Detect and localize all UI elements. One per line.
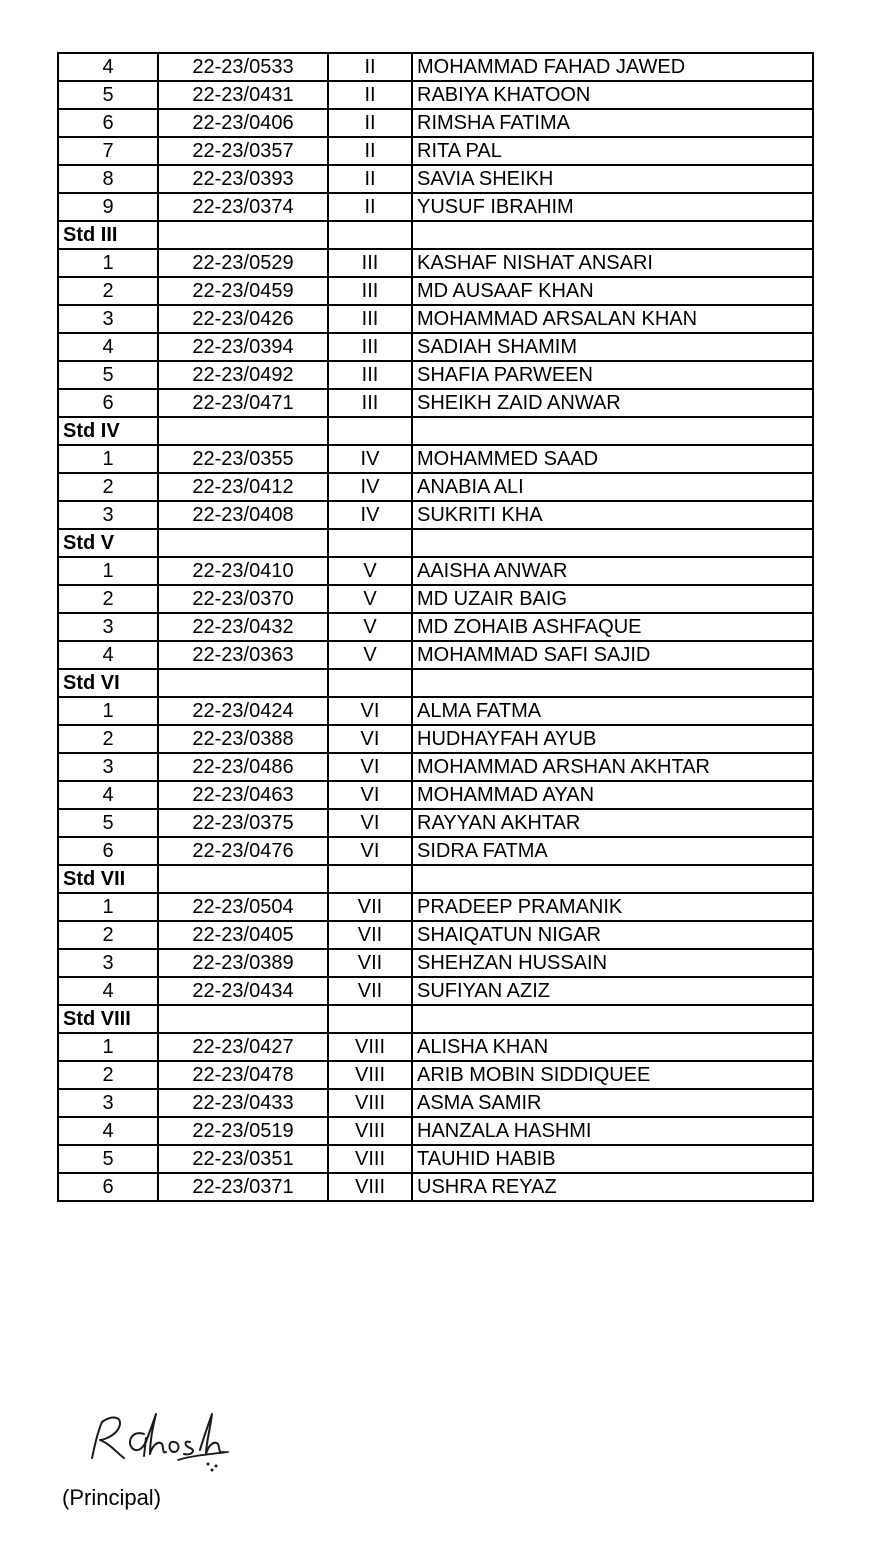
- serial-number-cell: 5: [58, 1145, 158, 1173]
- admission-number-cell: 22-23/0355: [158, 445, 328, 473]
- serial-number-cell: 3: [58, 613, 158, 641]
- student-name-cell: HANZALA HASHMI: [412, 1117, 813, 1145]
- student-name-cell: ALISHA KHAN: [412, 1033, 813, 1061]
- student-name-cell: ASMA SAMIR: [412, 1089, 813, 1117]
- standard-cell: II: [328, 81, 412, 109]
- student-name-cell: RIMSHA FATIMA: [412, 109, 813, 137]
- table-row: [58, 361, 813, 389]
- admission-number-cell: 22-23/0529: [158, 249, 328, 277]
- serial-number-cell: 1: [58, 557, 158, 585]
- table-row: [58, 137, 813, 165]
- standard-cell: III: [328, 389, 412, 417]
- empty-cell: [158, 529, 328, 557]
- group-heading: Std VIII: [58, 1005, 158, 1033]
- student-name-cell: MOHAMMED SAAD: [412, 445, 813, 473]
- standard-cell: III: [328, 333, 412, 361]
- group-heading: Std VII: [58, 865, 158, 893]
- admission-number-cell: 22-23/0405: [158, 921, 328, 949]
- admission-number-cell: 22-23/0533: [158, 53, 328, 81]
- serial-number-cell: 1: [58, 697, 158, 725]
- admission-number-cell: 22-23/0432: [158, 613, 328, 641]
- admission-number-cell: 22-23/0459: [158, 277, 328, 305]
- standard-cell: II: [328, 137, 412, 165]
- standard-cell: II: [328, 165, 412, 193]
- serial-number-cell: 2: [58, 725, 158, 753]
- table-row: [58, 1173, 813, 1201]
- group-header-row: [58, 1005, 813, 1033]
- serial-number-cell: 6: [58, 837, 158, 865]
- empty-cell: [158, 865, 328, 893]
- admission-number-cell: 22-23/0519: [158, 1117, 328, 1145]
- table-row: [58, 1117, 813, 1145]
- empty-cell: [412, 1005, 813, 1033]
- admission-number-cell: 22-23/0406: [158, 109, 328, 137]
- table-row: [58, 193, 813, 221]
- standard-cell: V: [328, 557, 412, 585]
- admission-number-cell: 22-23/0492: [158, 361, 328, 389]
- empty-cell: [158, 1005, 328, 1033]
- table-row: [58, 557, 813, 585]
- table-row: [58, 753, 813, 781]
- admission-number-cell: 22-23/0351: [158, 1145, 328, 1173]
- standard-cell: VIII: [328, 1117, 412, 1145]
- empty-cell: [328, 417, 412, 445]
- standard-cell: VI: [328, 809, 412, 837]
- empty-cell: [328, 669, 412, 697]
- standard-cell: VIII: [328, 1173, 412, 1201]
- standard-cell: V: [328, 585, 412, 613]
- table-row: [58, 501, 813, 529]
- admission-number-cell: 22-23/0375: [158, 809, 328, 837]
- empty-cell: [412, 529, 813, 557]
- group-header-row: [58, 221, 813, 249]
- admission-number-cell: 22-23/0374: [158, 193, 328, 221]
- serial-number-cell: 6: [58, 109, 158, 137]
- student-name-cell: YUSUF IBRAHIM: [412, 193, 813, 221]
- table-row: [58, 473, 813, 501]
- student-name-cell: MOHAMMAD FAHAD JAWED: [412, 53, 813, 81]
- student-name-cell: MD ZOHAIB ASHFAQUE: [412, 613, 813, 641]
- table-row: [58, 725, 813, 753]
- student-name-cell: MD UZAIR BAIG: [412, 585, 813, 613]
- serial-number-cell: 4: [58, 1117, 158, 1145]
- admission-number-cell: 22-23/0393: [158, 165, 328, 193]
- serial-number-cell: 3: [58, 949, 158, 977]
- student-name-cell: SHEHZAN HUSSAIN: [412, 949, 813, 977]
- serial-number-cell: 4: [58, 333, 158, 361]
- table-row: [58, 697, 813, 725]
- student-name-cell: ALMA FATMA: [412, 697, 813, 725]
- admission-number-cell: 22-23/0433: [158, 1089, 328, 1117]
- student-name-cell: HUDHAYFAH AYUB: [412, 725, 813, 753]
- student-name-cell: KASHAF NISHAT ANSARI: [412, 249, 813, 277]
- serial-number-cell: 2: [58, 277, 158, 305]
- student-name-cell: SIDRA FATMA: [412, 837, 813, 865]
- admission-number-cell: 22-23/0427: [158, 1033, 328, 1061]
- admission-number-cell: 22-23/0463: [158, 781, 328, 809]
- standard-cell: III: [328, 249, 412, 277]
- group-header-row: [58, 669, 813, 697]
- serial-number-cell: 3: [58, 753, 158, 781]
- admission-number-cell: 22-23/0394: [158, 333, 328, 361]
- serial-number-cell: 7: [58, 137, 158, 165]
- standard-cell: VI: [328, 697, 412, 725]
- standard-cell: VIII: [328, 1033, 412, 1061]
- student-name-cell: AAISHA ANWAR: [412, 557, 813, 585]
- standard-cell: VI: [328, 725, 412, 753]
- serial-number-cell: 1: [58, 249, 158, 277]
- table-row: [58, 305, 813, 333]
- standard-cell: VIII: [328, 1061, 412, 1089]
- serial-number-cell: 9: [58, 193, 158, 221]
- empty-cell: [158, 221, 328, 249]
- serial-number-cell: 2: [58, 1061, 158, 1089]
- standard-cell: IV: [328, 445, 412, 473]
- empty-cell: [328, 221, 412, 249]
- table-row: [58, 81, 813, 109]
- standard-cell: V: [328, 613, 412, 641]
- admission-number-cell: 22-23/0434: [158, 977, 328, 1005]
- standard-cell: V: [328, 641, 412, 669]
- serial-number-cell: 1: [58, 1033, 158, 1061]
- serial-number-cell: 4: [58, 977, 158, 1005]
- admission-number-cell: 22-23/0389: [158, 949, 328, 977]
- table-row: [58, 921, 813, 949]
- admission-number-cell: 22-23/0471: [158, 389, 328, 417]
- student-name-cell: RAYYAN AKHTAR: [412, 809, 813, 837]
- empty-cell: [328, 529, 412, 557]
- group-heading: Std IV: [58, 417, 158, 445]
- student-name-cell: MD AUSAAF KHAN: [412, 277, 813, 305]
- standard-cell: VIII: [328, 1089, 412, 1117]
- principal-caption: (Principal): [62, 1485, 162, 1510]
- table-row: [58, 333, 813, 361]
- standard-cell: VII: [328, 977, 412, 1005]
- table-row: [58, 809, 813, 837]
- admission-number-cell: 22-23/0476: [158, 837, 328, 865]
- standard-cell: VII: [328, 949, 412, 977]
- serial-number-cell: 1: [58, 893, 158, 921]
- student-name-cell: ARIB MOBIN SIDDIQUEE: [412, 1061, 813, 1089]
- group-heading: Std III: [58, 221, 158, 249]
- student-name-cell: SAVIA SHEIKH: [412, 165, 813, 193]
- serial-number-cell: 8: [58, 165, 158, 193]
- serial-number-cell: 2: [58, 473, 158, 501]
- student-list-table: [57, 52, 814, 1202]
- admission-number-cell: 22-23/0486: [158, 753, 328, 781]
- student-name-cell: SUKRITI KHA: [412, 501, 813, 529]
- table-row: [58, 249, 813, 277]
- serial-number-cell: 5: [58, 361, 158, 389]
- table-row: [58, 949, 813, 977]
- serial-number-cell: 6: [58, 1173, 158, 1201]
- standard-cell: II: [328, 193, 412, 221]
- table-row: [58, 165, 813, 193]
- table-row: [58, 389, 813, 417]
- empty-cell: [328, 865, 412, 893]
- admission-number-cell: 22-23/0388: [158, 725, 328, 753]
- serial-number-cell: 2: [58, 585, 158, 613]
- standard-cell: II: [328, 109, 412, 137]
- empty-cell: [412, 417, 813, 445]
- standard-cell: II: [328, 53, 412, 81]
- empty-cell: [158, 669, 328, 697]
- student-name-cell: MOHAMMAD SAFI SAJID: [412, 641, 813, 669]
- table-row: [58, 1033, 813, 1061]
- admission-number-cell: 22-23/0412: [158, 473, 328, 501]
- group-heading: Std V: [58, 529, 158, 557]
- table-row: [58, 277, 813, 305]
- admission-number-cell: 22-23/0363: [158, 641, 328, 669]
- student-name-cell: MOHAMMAD ARSALAN KHAN: [412, 305, 813, 333]
- serial-number-cell: 5: [58, 81, 158, 109]
- serial-number-cell: 4: [58, 641, 158, 669]
- table-row: [58, 1061, 813, 1089]
- standard-cell: VI: [328, 781, 412, 809]
- student-name-cell: RITA PAL: [412, 137, 813, 165]
- student-name-cell: SHAIQATUN NIGAR: [412, 921, 813, 949]
- serial-number-cell: 5: [58, 809, 158, 837]
- standard-cell: VI: [328, 837, 412, 865]
- standard-cell: VIII: [328, 1145, 412, 1173]
- admission-number-cell: 22-23/0478: [158, 1061, 328, 1089]
- admission-number-cell: 22-23/0431: [158, 81, 328, 109]
- student-name-cell: SHAFIA PARWEEN: [412, 361, 813, 389]
- serial-number-cell: 4: [58, 781, 158, 809]
- standard-cell: IV: [328, 473, 412, 501]
- serial-number-cell: 3: [58, 305, 158, 333]
- table-row: [58, 1145, 813, 1173]
- standard-cell: VII: [328, 921, 412, 949]
- empty-cell: [412, 221, 813, 249]
- standard-cell: III: [328, 277, 412, 305]
- admission-number-cell: 22-23/0410: [158, 557, 328, 585]
- group-header-row: [58, 865, 813, 893]
- table-row: [58, 445, 813, 473]
- student-name-cell: MOHAMMAD ARSHAN AKHTAR: [412, 753, 813, 781]
- table-row: [58, 837, 813, 865]
- serial-number-cell: 3: [58, 1089, 158, 1117]
- table-row: [58, 53, 813, 81]
- serial-number-cell: 2: [58, 921, 158, 949]
- student-name-cell: SHEIKH ZAID ANWAR: [412, 389, 813, 417]
- student-name-cell: PRADEEP PRAMANIK: [412, 893, 813, 921]
- group-header-row: [58, 529, 813, 557]
- table-row: [58, 977, 813, 1005]
- student-name-cell: RABIYA KHATOON: [412, 81, 813, 109]
- empty-cell: [412, 669, 813, 697]
- admission-number-cell: 22-23/0408: [158, 501, 328, 529]
- standard-cell: IV: [328, 501, 412, 529]
- table-row: [58, 893, 813, 921]
- admission-number-cell: 22-23/0370: [158, 585, 328, 613]
- student-name-cell: MOHAMMAD AYAN: [412, 781, 813, 809]
- student-list-body: [58, 53, 813, 1201]
- admission-number-cell: 22-23/0504: [158, 893, 328, 921]
- student-name-cell: SADIAH SHAMIM: [412, 333, 813, 361]
- table-row: [58, 1089, 813, 1117]
- group-header-row: [58, 417, 813, 445]
- standard-cell: VII: [328, 893, 412, 921]
- table-row: [58, 641, 813, 669]
- serial-number-cell: 3: [58, 501, 158, 529]
- serial-number-cell: 1: [58, 445, 158, 473]
- serial-number-cell: 4: [58, 53, 158, 81]
- table-row: [58, 613, 813, 641]
- table-row: [58, 585, 813, 613]
- student-name-cell: SUFIYAN AZIZ: [412, 977, 813, 1005]
- group-heading: Std VI: [58, 669, 158, 697]
- admission-number-cell: 22-23/0371: [158, 1173, 328, 1201]
- standard-cell: III: [328, 305, 412, 333]
- table-row: [58, 781, 813, 809]
- empty-cell: [328, 1005, 412, 1033]
- table-row: [58, 109, 813, 137]
- serial-number-cell: 6: [58, 389, 158, 417]
- empty-cell: [412, 865, 813, 893]
- admission-number-cell: 22-23/0426: [158, 305, 328, 333]
- standard-cell: VI: [328, 753, 412, 781]
- student-name-cell: USHRA REYAZ: [412, 1173, 813, 1201]
- standard-cell: III: [328, 361, 412, 389]
- student-name-cell: ANABIA ALI: [412, 473, 813, 501]
- admission-number-cell: 22-23/0357: [158, 137, 328, 165]
- empty-cell: [158, 417, 328, 445]
- student-name-cell: TAUHID HABIB: [412, 1145, 813, 1173]
- admission-number-cell: 22-23/0424: [158, 697, 328, 725]
- principal-signature: [86, 1406, 236, 1472]
